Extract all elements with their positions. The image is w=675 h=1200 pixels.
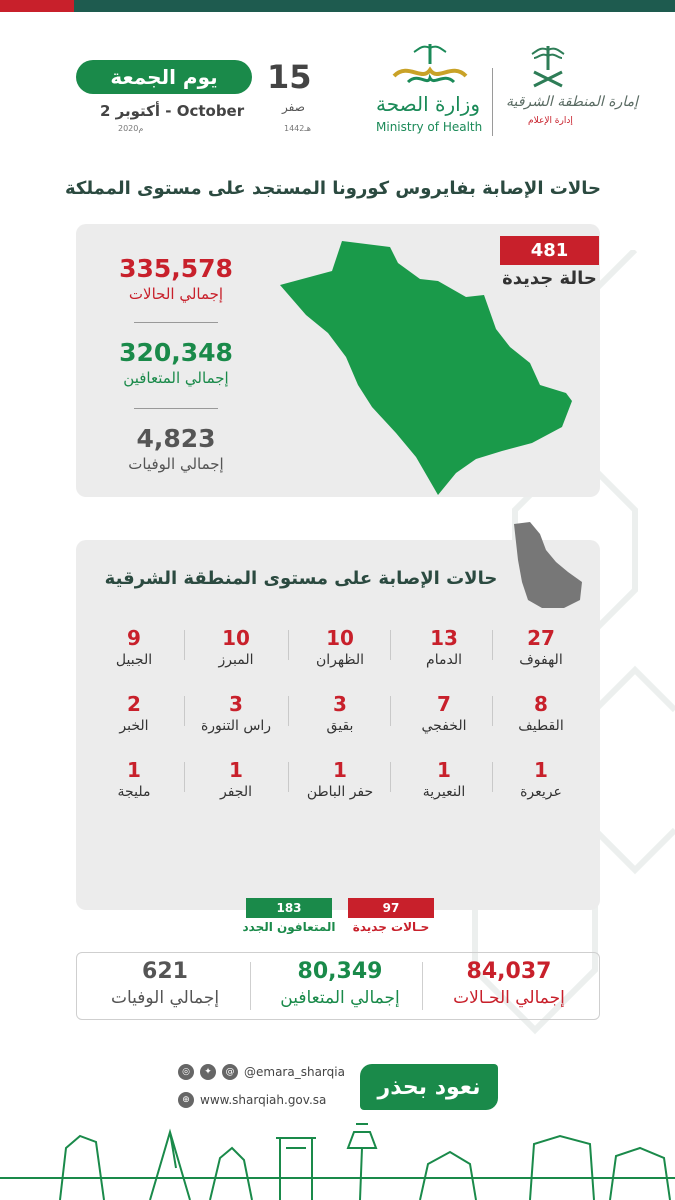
column-separator	[184, 630, 185, 660]
ministry-name-english: Ministry of Health	[376, 120, 483, 134]
ministry-of-health-logo-icon	[388, 42, 472, 88]
hijri-month: صفر	[282, 100, 305, 114]
city-count: 7	[437, 692, 451, 716]
city-stat	[184, 692, 288, 736]
emirate-name: إمارة المنطقة الشرقية	[506, 94, 638, 110]
city-stat	[82, 758, 186, 802]
social-handle-row[interactable]	[178, 1062, 345, 1082]
city-name: الظهران	[316, 652, 364, 668]
city-stat	[184, 758, 288, 802]
kingdom-total-cases-value: 335,578	[119, 254, 233, 283]
city-name: الدمام	[426, 652, 462, 668]
column-separator	[288, 762, 289, 792]
at-icon: @	[222, 1064, 238, 1080]
kingdom-total-cases-label: إجمالي الحالات	[128, 285, 224, 303]
city-count: 9	[127, 626, 141, 650]
eastern-region-map-icon	[510, 520, 586, 610]
kingdom-total-recovered-value: 320,348	[119, 338, 233, 367]
city-name: بقيق	[326, 718, 354, 734]
region-new-recovered-badge: 183	[246, 898, 332, 918]
region-total-cases	[424, 958, 594, 1010]
city-stat	[82, 692, 186, 736]
city-name: المبرز	[218, 652, 254, 668]
city-count: 3	[229, 692, 243, 716]
instagram-icon[interactable]: ◎	[178, 1064, 194, 1080]
city-count: 8	[534, 692, 548, 716]
region-total-deaths-value: 621	[142, 959, 188, 984]
city-count: 1	[333, 758, 347, 782]
city-name: الخبر	[119, 718, 149, 734]
city-stat	[489, 692, 593, 736]
page-title: حالات الإصابة بفايروس كورونا المستجد على مستوى المملكة	[64, 178, 601, 199]
landmarks-skyline	[0, 1108, 675, 1200]
city-name: راس التنورة	[200, 718, 272, 734]
region-total-cases-label: إجمالي الحـالات	[453, 988, 565, 1008]
city-count: 1	[229, 758, 243, 782]
city-stat	[392, 692, 496, 736]
city-name: القطيف	[518, 718, 564, 734]
column-separator	[492, 762, 493, 792]
city-stat	[288, 626, 392, 670]
kingdom-new-cases-label: حالة جديدة	[502, 268, 597, 289]
region-total-recovered	[255, 958, 425, 1010]
stat-divider	[134, 408, 218, 409]
twitter-icon[interactable]: ✦	[200, 1064, 216, 1080]
kingdom-total-recovered-label: إجمالي المتعافين	[123, 369, 229, 387]
city-stat	[288, 692, 392, 736]
kingdom-total-deaths	[76, 424, 276, 473]
region-new-recovered-label: المتعافون الجدد	[242, 920, 336, 934]
region-total-cases-value: 84,037	[466, 959, 552, 984]
region-total-deaths-label: إجمالي الوفيات	[110, 988, 220, 1008]
column-separator	[184, 762, 185, 792]
city-count: 27	[527, 626, 555, 650]
website-row[interactable]	[178, 1090, 326, 1110]
slogan-badge: نعود بحذر	[360, 1064, 498, 1110]
media-department: إدارة الإعلام	[528, 116, 573, 126]
city-name: الهفوف	[519, 652, 563, 668]
city-name: النعيرية	[422, 784, 466, 800]
kingdom-total-deaths-label: إجمالي الوفيات	[128, 455, 224, 473]
column-separator	[288, 696, 289, 726]
city-count: 1	[127, 758, 141, 782]
top-bar-accent	[0, 0, 74, 12]
column-separator	[492, 696, 493, 726]
column-separator	[288, 630, 289, 660]
city-count: 1	[437, 758, 451, 782]
region-total-deaths	[80, 958, 250, 1010]
ministry-name-arabic: وزارة الصحة	[376, 92, 480, 116]
city-stat	[489, 626, 593, 670]
city-name: الخفجي	[421, 718, 467, 734]
city-count: 2	[127, 692, 141, 716]
column-separator	[492, 630, 493, 660]
logo-divider	[492, 68, 493, 136]
city-stat	[82, 626, 186, 670]
hijri-year: 1442هـ	[284, 124, 311, 133]
hijri-day: 15	[267, 58, 312, 96]
totals-separator	[250, 962, 251, 1010]
column-separator	[390, 762, 391, 792]
kingdom-new-cases-badge: 481	[500, 236, 599, 265]
city-name: الجفر	[220, 784, 252, 800]
saudi-emblem-icon	[528, 42, 568, 92]
globe-icon: ⊕	[178, 1092, 194, 1108]
day-name-pill: يوم الجمعة	[76, 60, 252, 94]
column-separator	[390, 696, 391, 726]
city-stat	[392, 626, 496, 670]
column-separator	[390, 630, 391, 660]
city-stat	[489, 758, 593, 802]
top-bar	[0, 0, 675, 12]
city-stat	[288, 758, 392, 802]
city-name: الجبيل	[115, 652, 153, 668]
city-name: حفر الباطن	[306, 784, 374, 800]
city-name: عريعرة	[520, 784, 562, 800]
region-total-recovered-value: 80,349	[297, 959, 383, 984]
city-count: 10	[326, 626, 354, 650]
city-count: 3	[333, 692, 347, 716]
kingdom-total-recovered	[76, 338, 276, 387]
eastern-region-title: حالات الإصابة على مستوى المنطقة الشرقية	[104, 568, 498, 589]
region-new-cases-badge: 97	[348, 898, 434, 918]
city-count: 10	[222, 626, 250, 650]
city-count: 1	[534, 758, 548, 782]
city-name: مليجة	[117, 784, 151, 800]
city-stat	[392, 758, 496, 802]
kingdom-total-deaths-value: 4,823	[136, 424, 216, 453]
social-handle[interactable]: @emara_sharqia	[244, 1065, 345, 1079]
gregorian-date: 2 أكتوبر - October	[100, 102, 245, 120]
city-stat	[184, 626, 288, 670]
city-count: 13	[430, 626, 458, 650]
region-new-cases-label: حـالات جديدة	[352, 920, 430, 934]
column-separator	[184, 696, 185, 726]
kingdom-total-cases	[76, 254, 276, 303]
gregorian-year: 2020م	[118, 124, 144, 133]
website-link[interactable]: www.sharqiah.gov.sa	[200, 1093, 327, 1107]
region-total-recovered-label: إجمالي المتعافين	[280, 988, 400, 1008]
stat-divider	[134, 322, 218, 323]
